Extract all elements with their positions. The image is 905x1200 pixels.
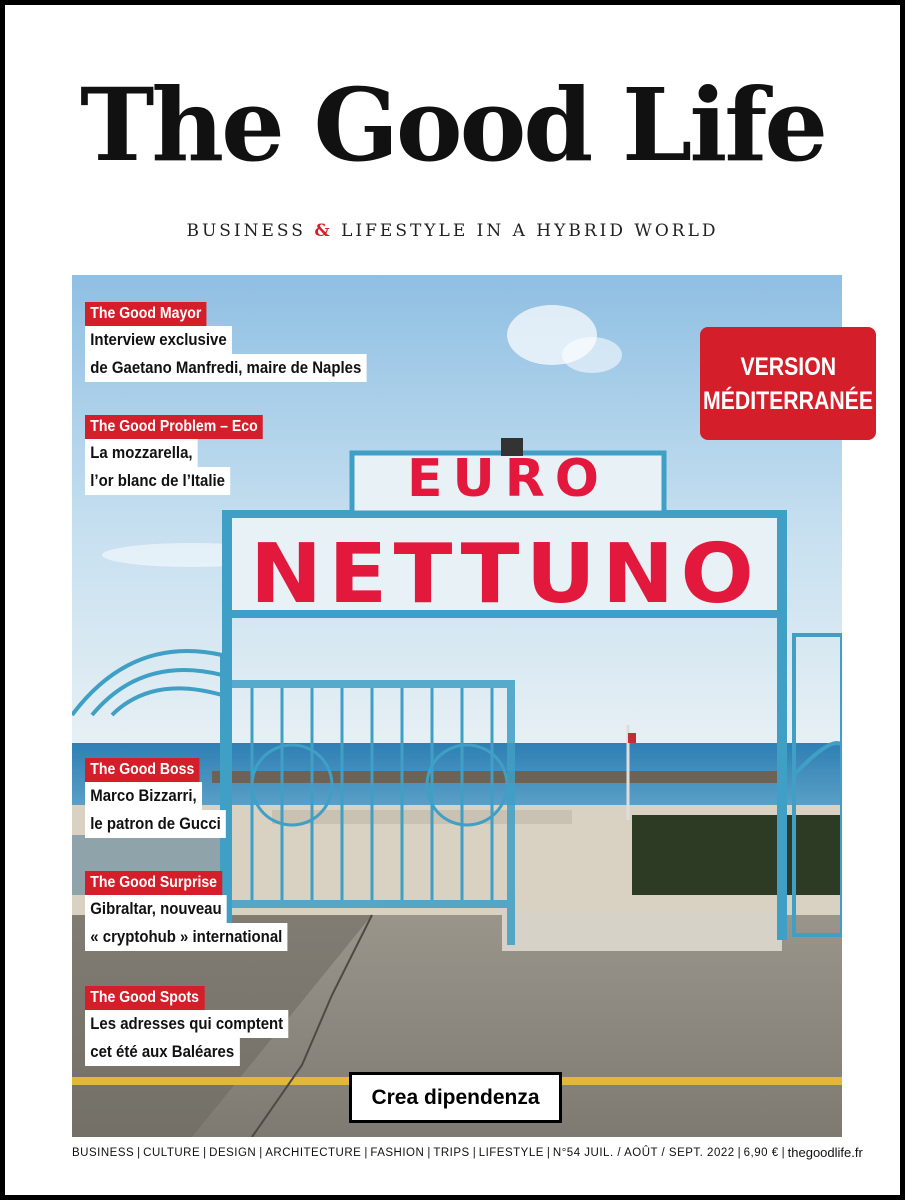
tagline-after: LIFESTYLE IN A HYBRID WORLD (332, 221, 719, 241)
footer-separator: | (546, 1146, 550, 1159)
footer-section: DESIGN (209, 1146, 257, 1159)
footer-separator: | (259, 1146, 263, 1159)
coverline-kicker: The Good Spots (85, 986, 204, 1010)
footer-price: 6,90 € (743, 1146, 779, 1159)
footer-separator: | (472, 1146, 476, 1159)
coverline-surprise (85, 871, 315, 951)
coverline-text: l’or blanc de l’Italie (85, 467, 230, 495)
footer-section: TRIPS (433, 1146, 470, 1159)
coverline-kicker: The Good Surprise (85, 871, 222, 895)
coverline-text: Gibraltar, nouveau (85, 895, 227, 923)
coverline-text: le patron de Gucci (85, 810, 226, 838)
footer-issue: N°54 JUIL. / AOÛT / SEPT. 2022 (552, 1146, 735, 1159)
footer-section: CULTURE (143, 1146, 201, 1159)
coverline-text: de Gaetano Manfredi, maire de Naples (85, 354, 367, 382)
footer-separator: | (137, 1146, 141, 1159)
tagline-ampersand: & (314, 221, 333, 241)
masthead-title: The Good Life (79, 66, 826, 184)
version-badge-line2: MÉDITERRANÉE (703, 386, 874, 415)
coverline-problem (85, 415, 287, 495)
coverline-text: cet été aux Baléares (85, 1038, 239, 1066)
coverline-kicker: The Good Boss (85, 758, 200, 782)
coverline-boss (85, 758, 245, 838)
footer-section: BUSINESS (72, 1146, 135, 1159)
version-badge (700, 327, 876, 440)
footer-separator: | (781, 1146, 785, 1159)
footer-section: ARCHITECTURE (265, 1146, 362, 1159)
coverline-text: Les adresses qui comptent (85, 1010, 288, 1038)
tagline-before: BUSINESS (186, 221, 315, 241)
tagline (5, 221, 900, 241)
coverline-mayor (85, 302, 405, 382)
footer-section: LIFESTYLE (478, 1146, 544, 1159)
coverline-text: La mozzarella, (85, 439, 198, 467)
footer-bar (72, 1145, 863, 1160)
version-badge-line1: VERSION (740, 352, 836, 381)
footer-separator: | (203, 1146, 207, 1159)
sign-nettuno-text: NETTUNO (250, 527, 760, 622)
footer-url: thegoodlife.fr (787, 1145, 863, 1160)
coverline-spots (85, 986, 316, 1066)
coverline-text: Interview exclusive (85, 326, 232, 354)
footer-separator: | (737, 1146, 741, 1159)
sign-euro-text: EURO (407, 449, 609, 509)
footer-separator: | (364, 1146, 368, 1159)
slogan-box: Crea dipendenza (349, 1072, 562, 1123)
coverline-text: Marco Bizzarri, (85, 782, 202, 810)
coverline-kicker: The Good Problem – Eco (85, 415, 263, 439)
coverline-kicker: The Good Mayor (85, 302, 207, 326)
footer-section: FASHION (370, 1146, 425, 1159)
footer-separator: | (427, 1146, 431, 1159)
coverline-text: « cryptohub » international (85, 923, 288, 951)
